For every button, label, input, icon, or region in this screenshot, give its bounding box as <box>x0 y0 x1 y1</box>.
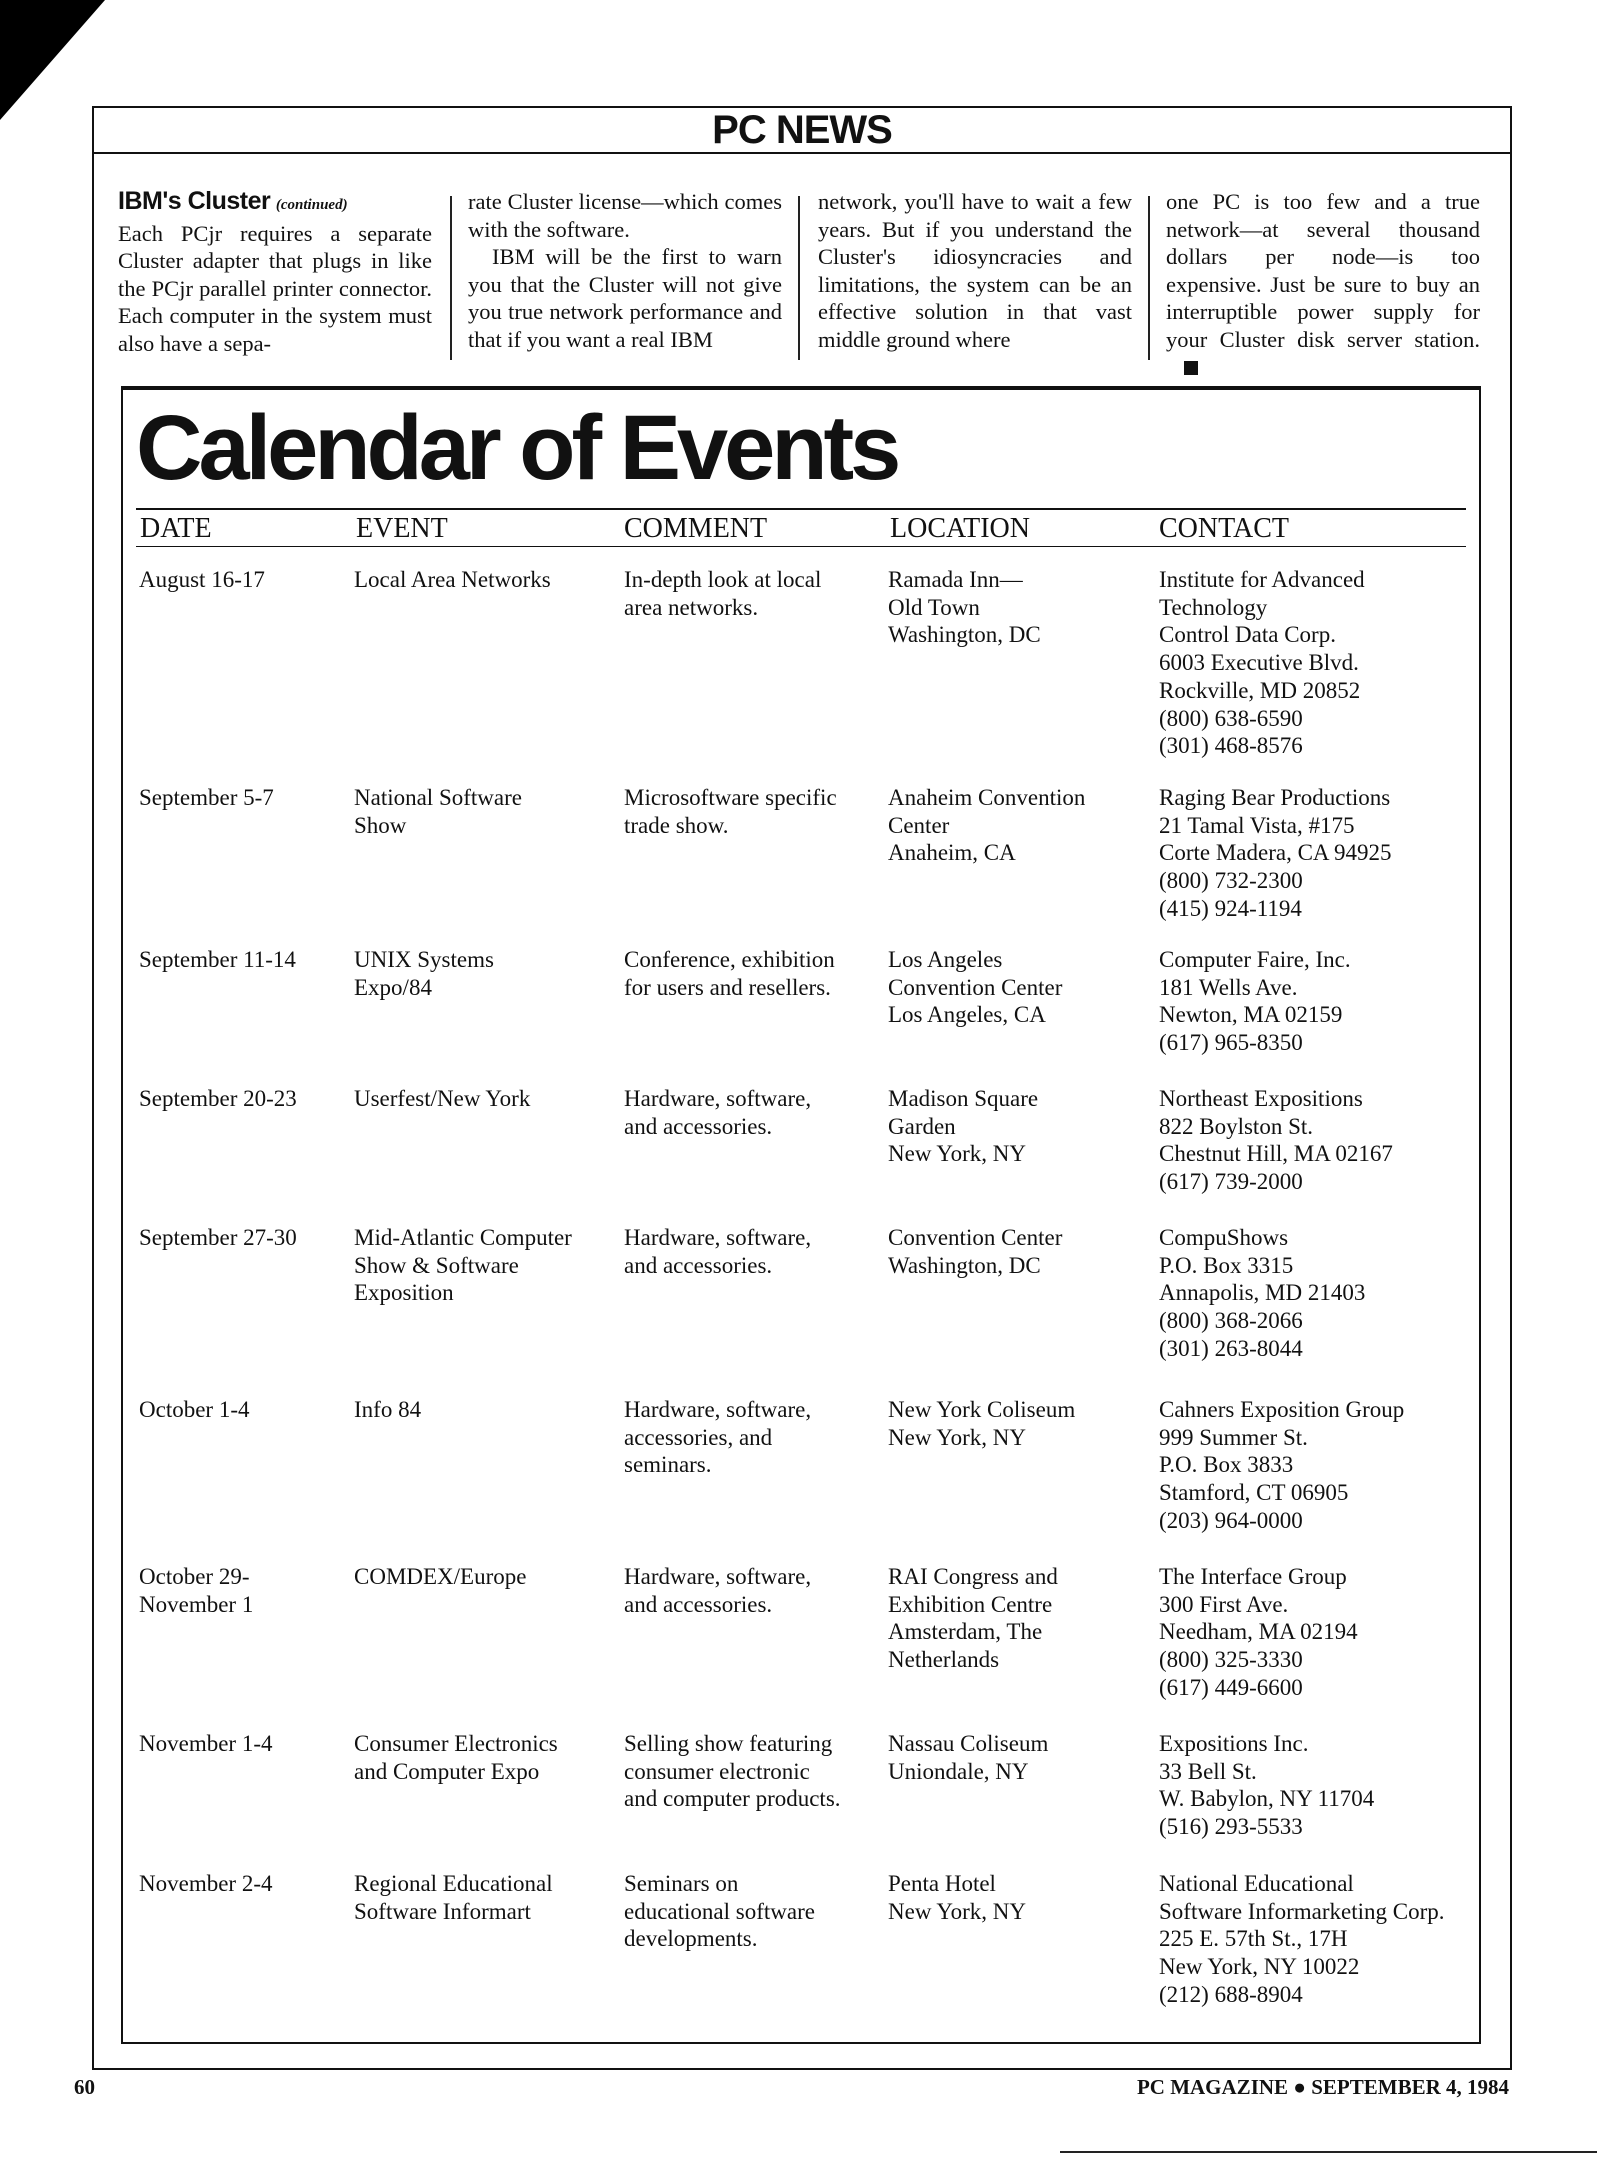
event-event-line: Consumer Electronics <box>354 1731 558 1756</box>
event-location-line: New York, NY <box>888 1898 1027 1924</box>
event-location-line: Nassau Coliseum <box>888 1731 1049 1756</box>
event-location-line: Garden <box>888 1113 956 1139</box>
event-location <box>888 1396 1075 1451</box>
event-event <box>354 1870 553 1925</box>
event-comment-line: Hardware, software, <box>624 1086 812 1111</box>
event-event-line: Exposition <box>354 1280 454 1306</box>
event-contact <box>1159 1224 1365 1363</box>
event-contact-line: CompuShows <box>1159 1225 1289 1250</box>
event-event <box>354 784 522 839</box>
event-comment <box>624 1563 811 1618</box>
footer-rule <box>1060 2151 1597 2153</box>
event-location <box>888 1085 1038 1168</box>
event-location-line: Madison Square <box>888 1086 1039 1111</box>
article-text: Each PCjr requires a separate Cluster adapter that plugs in like the PCjr parallel printer connector. Each computer in the system must also have a sepa- <box>118 220 432 356</box>
event-location-line: Convention Center <box>888 1225 1063 1250</box>
event-comment-line: Hardware, software, <box>624 1397 812 1422</box>
event-comment-line: Hardware, software, <box>624 1564 812 1589</box>
event-event-line: National Software <box>354 785 522 810</box>
event-date <box>139 1396 250 1424</box>
event-contact-line: (415) 924-1194 <box>1159 895 1302 921</box>
publication-line: PC MAGAZINE ● SEPTEMBER 4, 1984 <box>1136 2075 1509 2099</box>
event-event-line: Show & Software <box>354 1252 519 1278</box>
end-mark-icon <box>1184 361 1198 375</box>
event-contact-line: Control Data Corp. <box>1159 622 1336 648</box>
event-contact-line: 822 Boylston St. <box>1159 1113 1314 1139</box>
event-contact-line: Newton, MA 02159 <box>1159 1002 1343 1028</box>
event-comment <box>624 1730 841 1813</box>
event-date <box>139 784 274 812</box>
event-event-line: and Computer Expo <box>354 1758 540 1784</box>
event-contact <box>1159 946 1351 1057</box>
column-header-date: DATE <box>140 513 212 544</box>
column-divider <box>798 196 800 360</box>
event-location-line: Convention Center <box>888 974 1063 1000</box>
article-column-4 <box>1166 188 1480 364</box>
event-date-line: November 1-4 <box>139 1731 273 1756</box>
event-contact-line: Rockville, MD 20852 <box>1159 677 1361 703</box>
event-location-line: Uniondale, NY <box>888 1758 1029 1784</box>
event-event-line: Expo/84 <box>354 974 432 1000</box>
event-contact-line: (800) 368-2066 <box>1159 1308 1303 1334</box>
event-date <box>139 1224 297 1252</box>
article-text: one PC is too few and a true network—at several thousand dollars per node—is too expensive. Just be sure to buy an interruptible power supply for your Cluster disk server station. <box>1166 189 1480 352</box>
event-contact-line: (617) 965-8350 <box>1159 1030 1303 1056</box>
event-comment-line: and accessories. <box>624 1113 773 1139</box>
event-comment-line: Seminars on <box>624 1871 739 1896</box>
event-contact-line: (617) 449-6600 <box>1159 1674 1303 1700</box>
calendar-header-rule <box>136 546 1466 547</box>
event-date <box>139 566 265 594</box>
event-contact-line: Chestnut Hill, MA 02167 <box>1159 1141 1393 1167</box>
event-date <box>139 1563 253 1618</box>
event-event <box>354 1730 558 1785</box>
event-location-line: Anaheim, CA <box>888 840 1016 866</box>
event-date-line: October 1-4 <box>139 1397 250 1422</box>
event-event-line: Regional Educational <box>354 1871 553 1896</box>
calendar-title-rule <box>136 508 1466 510</box>
event-location-line: Old Town <box>888 594 980 620</box>
article-column-3 <box>818 188 1132 364</box>
event-contact-line: 300 First Ave. <box>1159 1591 1289 1617</box>
event-contact <box>1159 1085 1393 1196</box>
event-contact-line: W. Babylon, NY 11704 <box>1159 1786 1375 1812</box>
event-location-line: Center <box>888 812 950 838</box>
column-header-location: LOCATION <box>890 513 1030 544</box>
event-contact-line: (301) 468-8576 <box>1159 733 1303 759</box>
event-contact-line: Corte Madera, CA 94925 <box>1159 840 1392 866</box>
event-contact-line: (212) 688-8904 <box>1159 1981 1303 2007</box>
event-date-line: September 27-30 <box>139 1225 297 1250</box>
article-kicker: IBM's Cluster <box>118 187 271 215</box>
event-comment-line: and computer products. <box>624 1786 841 1812</box>
event-contact-line: Stamford, CT 06905 <box>1159 1480 1349 1506</box>
event-event <box>354 1563 526 1591</box>
event-comment-line: Conference, exhibition <box>624 947 835 972</box>
event-comment <box>624 946 835 1001</box>
event-contact-line: (800) 638-6590 <box>1159 705 1303 731</box>
event-location-line: Ramada Inn— <box>888 567 1023 592</box>
event-comment-line: seminars. <box>624 1452 712 1478</box>
column-header-event: EVENT <box>356 513 448 544</box>
event-comment-line: Hardware, software, <box>624 1225 812 1250</box>
event-location-line: Exhibition Centre <box>888 1591 1053 1617</box>
page-number: 60 <box>74 2075 95 2099</box>
event-comment <box>624 1396 811 1479</box>
column-divider <box>1148 196 1150 360</box>
event-contact-line: National Educational <box>1159 1871 1354 1896</box>
event-event <box>354 946 494 1001</box>
event-comment <box>624 784 837 839</box>
event-contact-line: 225 E. 57th St., 17H <box>1159 1926 1348 1952</box>
event-comment-line: trade show. <box>624 812 729 838</box>
event-comment <box>624 1870 815 1953</box>
event-location-line: Los Angeles <box>888 947 1003 972</box>
article-text: rate Cluster license—which comes with the software. <box>468 189 782 242</box>
event-contact-line: 6003 Executive Blvd. <box>1159 650 1359 676</box>
event-event-line: Software Informart <box>354 1898 531 1924</box>
event-contact-line: Raging Bear Productions <box>1159 785 1391 810</box>
article-kicker-note: (continued) <box>275 197 348 213</box>
event-date-line: August 16-17 <box>139 567 265 592</box>
event-contact-line: 999 Summer St. <box>1159 1424 1308 1450</box>
event-location <box>888 946 1062 1029</box>
corner-mark <box>0 0 105 120</box>
event-date <box>139 1085 297 1113</box>
event-comment-line: for users and resellers. <box>624 974 831 1000</box>
event-location-line: Washington, DC <box>888 1252 1041 1278</box>
article-column-1 <box>118 188 432 364</box>
event-contact-line: Annapolis, MD 21403 <box>1159 1280 1366 1306</box>
event-contact-line: P.O. Box 3315 <box>1159 1252 1294 1278</box>
event-location <box>888 1224 1062 1279</box>
event-contact <box>1159 566 1365 760</box>
event-location-line: New York, NY <box>888 1424 1027 1450</box>
event-contact <box>1159 784 1392 923</box>
calendar-title: Calendar of Events <box>136 397 898 499</box>
event-comment-line: developments. <box>624 1926 758 1952</box>
event-comment-line: area networks. <box>624 594 759 620</box>
event-location-line: Los Angeles, CA <box>888 1002 1046 1028</box>
event-comment-line: Microsoftware specific <box>624 785 837 810</box>
event-contact-line: Technology <box>1159 594 1268 620</box>
event-location-line: New York Coliseum <box>888 1397 1076 1422</box>
column-header-contact: CONTACT <box>1159 513 1289 544</box>
event-contact-line: (617) 739-2000 <box>1159 1169 1303 1195</box>
event-contact-line: Software Informarketing Corp. <box>1159 1898 1445 1924</box>
event-event-line: Mid-Atlantic Computer <box>354 1225 572 1250</box>
event-location-line: Penta Hotel <box>888 1871 996 1896</box>
event-location <box>888 784 1085 867</box>
event-contact <box>1159 1396 1404 1535</box>
event-location-line: Anaheim Convention <box>888 785 1086 810</box>
event-location-line: Netherlands <box>888 1647 1000 1673</box>
event-contact-line: New York, NY 10022 <box>1159 1954 1360 1980</box>
event-contact-line: (203) 964-0000 <box>1159 1507 1303 1533</box>
event-contact-line: Computer Faire, Inc. <box>1159 947 1351 972</box>
event-contact-line: (800) 325-3330 <box>1159 1647 1303 1673</box>
event-contact-line: 21 Tamal Vista, #175 <box>1159 812 1355 838</box>
event-contact-line: Institute for Advanced <box>1159 567 1365 592</box>
column-divider <box>450 196 452 360</box>
event-location <box>888 1730 1048 1785</box>
event-comment <box>624 566 821 621</box>
event-event-line: Userfest/New York <box>354 1086 531 1111</box>
event-contact-line: Northeast Expositions <box>1159 1086 1363 1111</box>
event-contact-line: (301) 263-8044 <box>1159 1335 1303 1361</box>
event-date-line: October 29- <box>139 1564 250 1589</box>
event-date <box>139 1870 273 1898</box>
event-location <box>888 566 1041 649</box>
event-contact <box>1159 1730 1374 1841</box>
event-location <box>888 1563 1058 1674</box>
event-contact-line: (516) 293-5533 <box>1159 1814 1303 1840</box>
event-location-line: RAI Congress and <box>888 1564 1058 1589</box>
event-event-line: Show <box>354 812 407 838</box>
event-date-line: September 11-14 <box>139 947 296 972</box>
event-date-line: November 2-4 <box>139 1871 273 1896</box>
event-event <box>354 566 551 594</box>
event-contact-line: 181 Wells Ave. <box>1159 974 1298 1000</box>
event-date <box>139 1730 273 1758</box>
event-comment-line: accessories, and <box>624 1424 773 1450</box>
event-event <box>354 1085 530 1113</box>
event-date-line: September 5-7 <box>139 785 274 810</box>
event-event-line: COMDEX/Europe <box>354 1564 527 1589</box>
event-comment-line: consumer electronic <box>624 1758 810 1784</box>
article-columns <box>118 188 1482 364</box>
column-header-comment: COMMENT <box>624 513 768 544</box>
event-location-line: Washington, DC <box>888 622 1041 648</box>
event-comment-line: Selling show featuring <box>624 1731 833 1756</box>
event-contact-line: Needham, MA 02194 <box>1159 1619 1358 1645</box>
event-comment-line: In-depth look at local <box>624 567 822 592</box>
event-comment <box>624 1085 811 1140</box>
event-event <box>354 1396 421 1424</box>
event-contact-line: Cahners Exposition Group <box>1159 1397 1405 1422</box>
article-column-2 <box>468 188 782 364</box>
event-event-line: Info 84 <box>354 1397 422 1422</box>
event-contact <box>1159 1870 1445 2009</box>
event-date-line: November 1 <box>139 1591 254 1617</box>
event-date <box>139 946 296 974</box>
article-text: IBM will be the first to warn you that the Cluster will not give you true network performance and that if you want a real IBM <box>468 244 782 352</box>
event-location-line: Amsterdam, The <box>888 1619 1043 1645</box>
event-comment-line: and accessories. <box>624 1591 773 1617</box>
section-title: PC NEWS <box>92 106 1512 154</box>
event-event-line: UNIX Systems <box>354 947 494 972</box>
event-event <box>354 1224 572 1307</box>
event-location <box>888 1870 1026 1925</box>
event-date-line: September 20-23 <box>139 1086 297 1111</box>
event-contact-line: 33 Bell St. <box>1159 1758 1257 1784</box>
article-text: network, you'll have to wait a few years. But if you understand the Cluster's idiosyncracies and limitations, the system can be an effective solution in that vast middle ground where <box>818 189 1132 352</box>
event-comment-line: educational software <box>624 1898 815 1924</box>
event-comment <box>624 1224 811 1279</box>
event-location-line: New York, NY <box>888 1141 1027 1167</box>
event-event-line: Local Area Networks <box>354 567 551 592</box>
event-comment-line: and accessories. <box>624 1252 773 1278</box>
event-contact-line: Expositions Inc. <box>1159 1731 1309 1756</box>
event-contact-line: (800) 732-2300 <box>1159 868 1303 894</box>
event-contact-line: The Interface Group <box>1159 1564 1347 1589</box>
event-contact <box>1159 1563 1358 1702</box>
event-contact-line: P.O. Box 3833 <box>1159 1452 1294 1478</box>
